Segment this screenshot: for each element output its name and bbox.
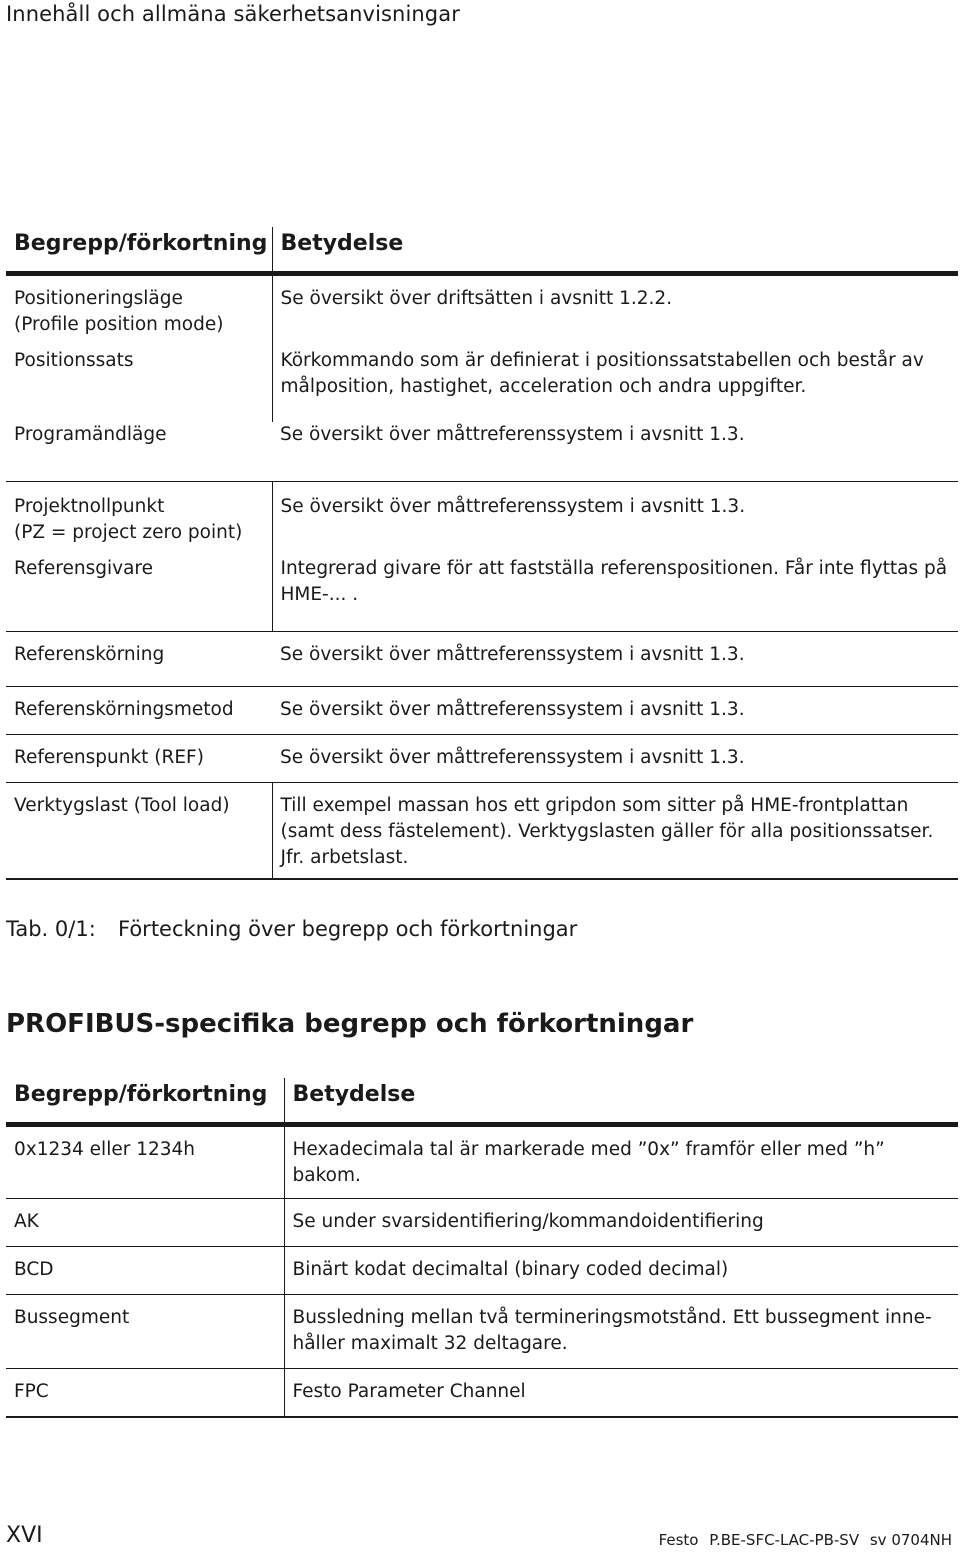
term-cell [6,348,272,422]
term-cell [6,482,272,556]
meaning-line: Körkommando som är definierat i positionssatstabellen och består av [280,349,924,371]
meaning-line: håller maximalt 32 deltagare. [292,1333,568,1354]
meaning-cell [272,422,958,482]
term-line: Referenskörning [14,644,165,665]
term-cell [6,422,272,482]
column-header-meaning: Betydelse [284,1078,958,1125]
table-header-row [6,1078,958,1125]
column-header-term: Begrepp/förkortning [6,1078,284,1125]
meaning-cell [284,1125,958,1199]
table-row [6,348,958,422]
meaning-line: Bussledning mellan två termineringsmotstånd. Ett bussegment inne- [292,1307,932,1328]
term-line: FPC [14,1381,49,1402]
table-row [6,687,958,735]
meaning-line: Se översikt över måttreferenssystem i avsnitt 1.3. [280,496,746,517]
meaning-line: Se översikt över måttreferenssystem i avsnitt 1.3. [280,747,745,768]
meaning-line: bakom. [292,1165,361,1186]
term-cell [6,1295,284,1369]
meaning-line: Se översikt över driftsätten i avsnitt 1.2.2. [280,288,673,309]
table-row [6,632,958,687]
term-cell [6,274,272,348]
profibus-terms-table [6,1078,958,1418]
meaning-cell [272,348,958,422]
meaning-line: Se översikt över måttreferenssystem i avsnitt 1.3. [280,423,745,445]
meaning-line: Hexadecimala tal är markerade med ”0x” framför eller med ”h” [292,1139,885,1160]
table-row [6,556,958,632]
meaning-cell [284,1295,958,1369]
footer-doc-info [653,1531,952,1549]
table-row [6,1125,958,1199]
term-line: AK [14,1211,39,1232]
meaning-line: målposition, hastighet, acceleration och andra uppgifter. [280,375,807,397]
meaning-line: Se översikt över måttreferenssystem i avsnitt 1.3. [280,699,745,720]
term-line: Programändläge [14,423,167,445]
meaning-cell [272,783,958,879]
caption-text: Förteckning över begrepp och förkortningar [118,917,578,941]
table-row [6,482,958,556]
term-cell [6,556,272,632]
term-line: Referenskörningsmetod [14,699,234,720]
meaning-line: Till exempel massan hos ett gripdon som sitter på HME-frontplattan [280,795,909,816]
term-cell [6,783,272,879]
meaning-cell [272,482,958,556]
term-line: BCD [14,1259,54,1280]
term-line: Positionssats [14,349,134,371]
table-row [6,1199,958,1247]
meaning-cell [284,1247,958,1295]
footer-version: sv 0704NH [869,1531,952,1549]
term-cell [6,735,272,783]
meaning-cell [284,1369,958,1417]
terms-table [6,227,958,880]
table-caption [6,917,577,941]
term-cell [6,1199,284,1247]
meaning-line: Jfr. arbetslast. [280,847,409,868]
table-row [6,274,958,348]
table-row [6,422,958,482]
meaning-cell [272,687,958,735]
term-cell [6,632,272,687]
caption-label: Tab. 0/1: [6,917,96,941]
term-line: 0x1234 eller 1234h [14,1139,196,1160]
term-line: Verktygslast (Tool load) [14,795,230,816]
column-header-meaning: Betydelse [272,227,958,274]
meaning-cell [272,735,958,783]
table-row [6,1369,958,1417]
page-number: XVI [6,1523,43,1548]
term-cell [6,687,272,735]
term-cell [6,1125,284,1199]
footer-company: Festo [658,1531,699,1549]
meaning-line: (samt dess fästelement). Verktygslasten gäller för alla positionssatser. [280,821,934,842]
footer-doc-code: P.BE-SFC-LAC-PB-SV [709,1531,860,1549]
meaning-line: Festo Parameter Channel [292,1381,526,1402]
meaning-line: Binärt kodat decimaltal (binary coded decimal) [292,1259,729,1280]
term-line: Referenspunkt (REF) [14,747,204,768]
page-header-title: Innehåll och allmäna säkerhetsanvisningar [6,2,460,26]
meaning-cell [272,632,958,687]
term-line: (PZ = project zero point) [14,522,243,543]
meaning-line: Integrerad givare för att fastställa referenspositionen. Får inte flyttas på [280,557,948,579]
meaning-line: HME-... . [280,583,359,605]
meaning-line: Se under svarsidentifiering/kommandoidentifiering [292,1211,764,1232]
table-header-row [6,227,958,274]
term-line: Positioneringsläge [14,288,183,309]
meaning-cell [284,1199,958,1247]
table-row [6,735,958,783]
term-line: Referensgivare [14,557,153,579]
term-line: Projektnollpunkt [14,496,165,517]
term-line: Bussegment [14,1307,130,1328]
meaning-line: Se översikt över måttreferenssystem i avsnitt 1.3. [280,644,745,665]
term-cell [6,1369,284,1417]
section-title: PROFIBUS-specifika begrepp och förkortningar [6,1009,694,1039]
table-row [6,783,958,879]
table-row [6,1295,958,1369]
column-header-term: Begrepp/förkortning [6,227,272,274]
term-line: (Profile position mode) [14,314,224,335]
term-cell [6,1247,284,1295]
meaning-cell [272,274,958,348]
table-row [6,1247,958,1295]
meaning-cell [272,556,958,632]
